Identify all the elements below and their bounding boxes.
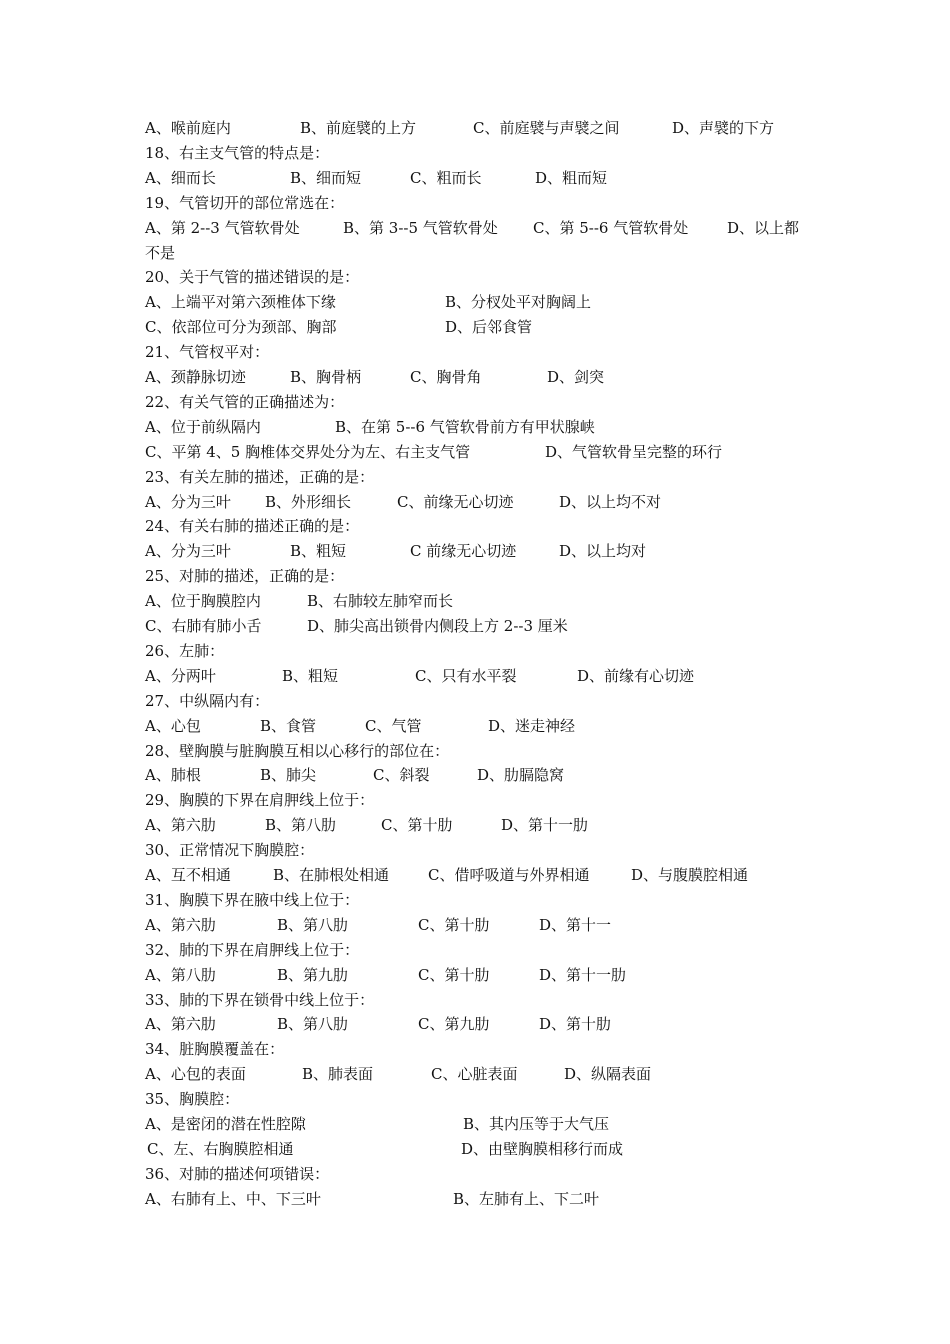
answer-option: A、是密闭的潜在性腔隙: [145, 1115, 306, 1133]
answer-option: A、颈静脉切迹: [145, 368, 246, 386]
answer-option: B、在第 5--6 气管软骨前方有甲状腺峡: [335, 417, 595, 436]
question-text: 23、有关左肺的描述，正确的是：: [145, 467, 375, 486]
answer-option: D、前缘有心切迹: [577, 666, 695, 685]
answer-option: A、位于前纵隔内: [145, 417, 261, 436]
answer-option: B、在肺根处相通: [273, 866, 390, 884]
answer-option: B、第 3--5 气管软骨处: [343, 218, 498, 237]
answer-option: B、第八肋: [265, 816, 337, 835]
question-text: 25、对肺的描述，正确的是：: [145, 567, 345, 586]
answer-option: D、第十一肋: [501, 816, 589, 835]
answer-option: C、第十肋: [418, 965, 490, 984]
answer-option: B、胸骨柄: [290, 368, 362, 386]
answer-option: A、细而长: [145, 168, 216, 187]
answer-option: B、其内压等于大气压: [463, 1115, 610, 1133]
answer-option: A、肺根: [145, 766, 201, 785]
answer-option: D、声襞的下方: [672, 119, 775, 137]
question-text: 20、关于气管的描述错误的是：: [145, 268, 360, 287]
question-text: 31、胸膜下界在腋中线上位于：: [145, 890, 360, 909]
answer-option: C、胸骨角: [410, 368, 482, 386]
answer-option: C、依部位可分为颈部、胸部: [145, 318, 337, 337]
answer-option: C、粗而长: [410, 168, 482, 187]
answer-option: B、肺表面: [302, 1065, 374, 1084]
answer-option: B、第九肋: [277, 965, 349, 984]
question-text: 22、有关气管的正确描述为：: [145, 392, 345, 411]
answer-option: D、迷走神经: [488, 716, 576, 735]
answer-option: D、剑突: [547, 368, 605, 386]
answer-option: B、分杈处平对胸阔上: [445, 293, 592, 312]
answer-option: D、与腹膜腔相通: [631, 866, 749, 884]
answer-option: D、由壁胸膜相移行而成: [461, 1139, 624, 1158]
answer-option: D、以上均不对: [559, 492, 662, 511]
answer-option: D、第十一肋: [539, 965, 627, 984]
question-text: 27、中纵隔内有：: [145, 691, 270, 710]
answer-option: B、第八肋: [277, 1015, 349, 1034]
question-text: 35、胸膜腔：: [145, 1090, 240, 1109]
question-text: 30、正常情况下胸膜腔：: [145, 841, 315, 860]
answer-option: A、第六肋: [145, 915, 216, 934]
answer-option: C、第 5--6 气管软骨处: [533, 218, 689, 237]
answer-option: D、第十肋: [539, 1015, 612, 1034]
answer-option: C 前缘无心切迹: [410, 542, 517, 561]
answer-option: A、互不相通: [145, 866, 231, 884]
answer-option: C、第十肋: [381, 816, 453, 835]
answer-option: C、右肺有肺小舌: [145, 617, 262, 635]
answer-option: D、以上都: [727, 218, 800, 237]
answer-option: C、借呼吸道与外界相通: [428, 866, 590, 884]
answer-option: A、第六肋: [145, 816, 216, 835]
question-text: 26、左肺：: [145, 641, 225, 660]
answer-option: B、细而短: [290, 168, 362, 187]
question-text: 34、脏胸膜覆盖在：: [145, 1040, 285, 1059]
answer-option: B、粗短: [290, 542, 347, 561]
answer-option: A、第六肋: [145, 1015, 216, 1034]
answer-option: B、肺尖: [260, 766, 317, 785]
answer-option: B、右肺较左肺窄而长: [307, 592, 454, 611]
answer-option: C、平第 4、5 胸椎体交界处分为左、右主支气管: [145, 442, 471, 461]
answer-option: B、外形细长: [265, 492, 352, 511]
answer-option: D、第十一: [539, 915, 612, 934]
answer-option: C、前缘无心切迹: [397, 492, 514, 511]
answer-option: A、右肺有上、中、下三叶: [145, 1189, 321, 1208]
question-text: 33、肺的下界在锁骨中线上位于：: [145, 990, 375, 1009]
answer-option: C、左、右胸膜腔相通: [147, 1139, 294, 1158]
answer-option: B、左肺有上、下二叶: [453, 1189, 600, 1208]
answer-option: A、分为三叶: [145, 492, 231, 511]
answer-option: A、第八肋: [145, 965, 216, 984]
answer-option: A、心包: [145, 716, 201, 735]
answer-option: D、肋膈隐窝: [477, 766, 565, 785]
question-text: 29、胸膜的下界在肩胛线上位于：: [145, 791, 375, 810]
answer-option: A、心包的表面: [145, 1065, 246, 1084]
answer-option: C、只有水平裂: [415, 666, 517, 685]
question-text: 19、气管切开的部位常选在：: [145, 193, 345, 212]
answer-option: D、后邻食管: [445, 318, 533, 337]
answer-option: C、第十肋: [418, 915, 490, 934]
answer-option: D、粗而短: [535, 168, 608, 187]
answer-option: A、分两叶: [145, 666, 216, 685]
answer-option: B、食管: [260, 716, 317, 735]
answer-option: D、纵隔表面: [564, 1065, 652, 1084]
answer-option: C、心脏表面: [431, 1065, 518, 1084]
answer-option: C、斜裂: [373, 766, 430, 785]
answer-option: A、位于胸膜腔内: [145, 592, 261, 611]
question-text: 21、气管杈平对：: [145, 343, 270, 362]
answer-option: A、分为三叶: [145, 542, 231, 561]
question-text: 36、对肺的描述何项错误：: [145, 1164, 330, 1183]
answer-option: B、第八肋: [277, 915, 349, 934]
answer-option: B、前庭襞的上方: [300, 119, 417, 137]
question-text: 32、肺的下界在肩胛线上位于：: [145, 940, 360, 959]
question-text: 18、右主支气管的特点是：: [145, 143, 330, 162]
answer-option: B、粗短: [282, 666, 339, 685]
answer-option: A、喉前庭内: [145, 119, 231, 137]
answer-option: C、前庭襞与声襞之间: [473, 119, 620, 137]
answer-option: D、气管软骨呈完整的环行: [545, 442, 723, 461]
question-text: 28、壁胸膜与脏胸膜互相以心移行的部位在：: [145, 741, 450, 760]
answer-option: A、上端平对第六颈椎体下缘: [145, 293, 336, 312]
answer-option: D、肺尖高出锁骨内侧段上方 2--3 厘米: [307, 617, 568, 635]
answer-option: D、以上均对: [559, 542, 647, 561]
question-text: 24、有关右肺的描述正确的是：: [145, 517, 360, 536]
answer-option: A、第 2--3 气管软骨处: [145, 218, 300, 237]
answer-option: C、第九肋: [418, 1015, 490, 1034]
question-text: 不是: [145, 243, 176, 262]
answer-option: C、气管: [365, 716, 422, 735]
